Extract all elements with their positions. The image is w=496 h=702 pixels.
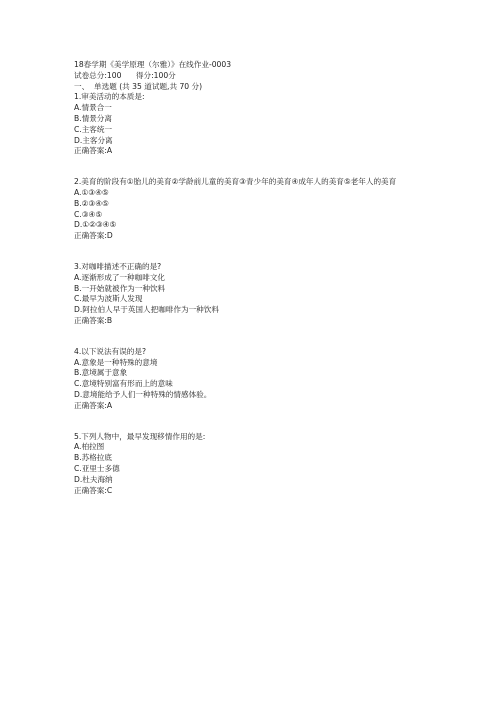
score-line: 试卷总分:100 得分:100分 [74, 70, 176, 80]
option-d: D.杜夫海纳 [74, 474, 113, 484]
spacer [74, 242, 434, 262]
option-b: B.一开始就被作为一种饮料 [74, 283, 166, 293]
option-b: B.苏格拉底 [74, 453, 112, 463]
option-c: C.③④⑤ [74, 209, 103, 219]
option-b: B.②③④⑤ [74, 198, 109, 208]
correct-answer: 正确答案:A [74, 146, 113, 156]
correct-answer: 正确答案:A [74, 400, 113, 410]
question-5 [74, 432, 434, 497]
option-d: D.①②③④⑤ [74, 220, 117, 230]
spacer [74, 157, 434, 177]
correct-answer: 正确答案:D [74, 231, 113, 241]
option-b: B.情景分离 [74, 113, 112, 123]
spacer [74, 412, 434, 432]
option-a: A.情景合一 [74, 103, 112, 113]
question-3 [74, 262, 434, 327]
correct-answer: 正确答案:B [74, 315, 113, 325]
option-b: B.意境属于意象 [74, 368, 128, 378]
question-2 [74, 177, 434, 242]
question-stem: 1.审美活动的本质是: [74, 92, 145, 102]
section-heading: 一、 单选题 (共 35 道试题,共 70 分) [74, 81, 203, 91]
option-d: D.主客分离 [74, 135, 113, 145]
option-a: A.柏拉图 [74, 442, 105, 452]
correct-answer: 正确答案:C [74, 485, 113, 495]
option-c: C.主客统一 [74, 124, 113, 134]
document-page [74, 60, 434, 496]
option-a: A.逐渐形成了一种咖啡文化 [74, 272, 166, 282]
question-stem: 4.以下说法有误的是? [74, 346, 147, 356]
option-a: A.意象是一种特殊的意境 [74, 357, 158, 367]
option-c: C.亚里士多德 [74, 463, 120, 473]
question-stem: 3.对咖啡描述不正确的是? [74, 261, 162, 271]
question-1 [74, 92, 434, 157]
option-d: D.意境能给予人们一种特殊的情感体验。 [74, 389, 212, 399]
option-d: D.阿拉伯人早于英国人把咖啡作为一种饮料 [74, 305, 219, 315]
option-a: A.①③④⑤ [74, 187, 109, 197]
spacer [74, 327, 434, 347]
document-title: 18春学期《美学原理（尔雅）》在线作业-0003 [74, 60, 232, 69]
option-c: C.最早为波斯人发现 [74, 294, 143, 304]
question-stem: 5.下列人物中，最早发现移情作用的是: [74, 431, 206, 441]
question-4 [74, 347, 434, 412]
question-stem: 2.美育的阶段有①胎儿的美育②学龄前儿童的美育③青少年的美育④成年人的美育⑤老年人的美育 [74, 177, 397, 187]
option-c: C.意境特别富有形而上的意味 [74, 379, 173, 389]
